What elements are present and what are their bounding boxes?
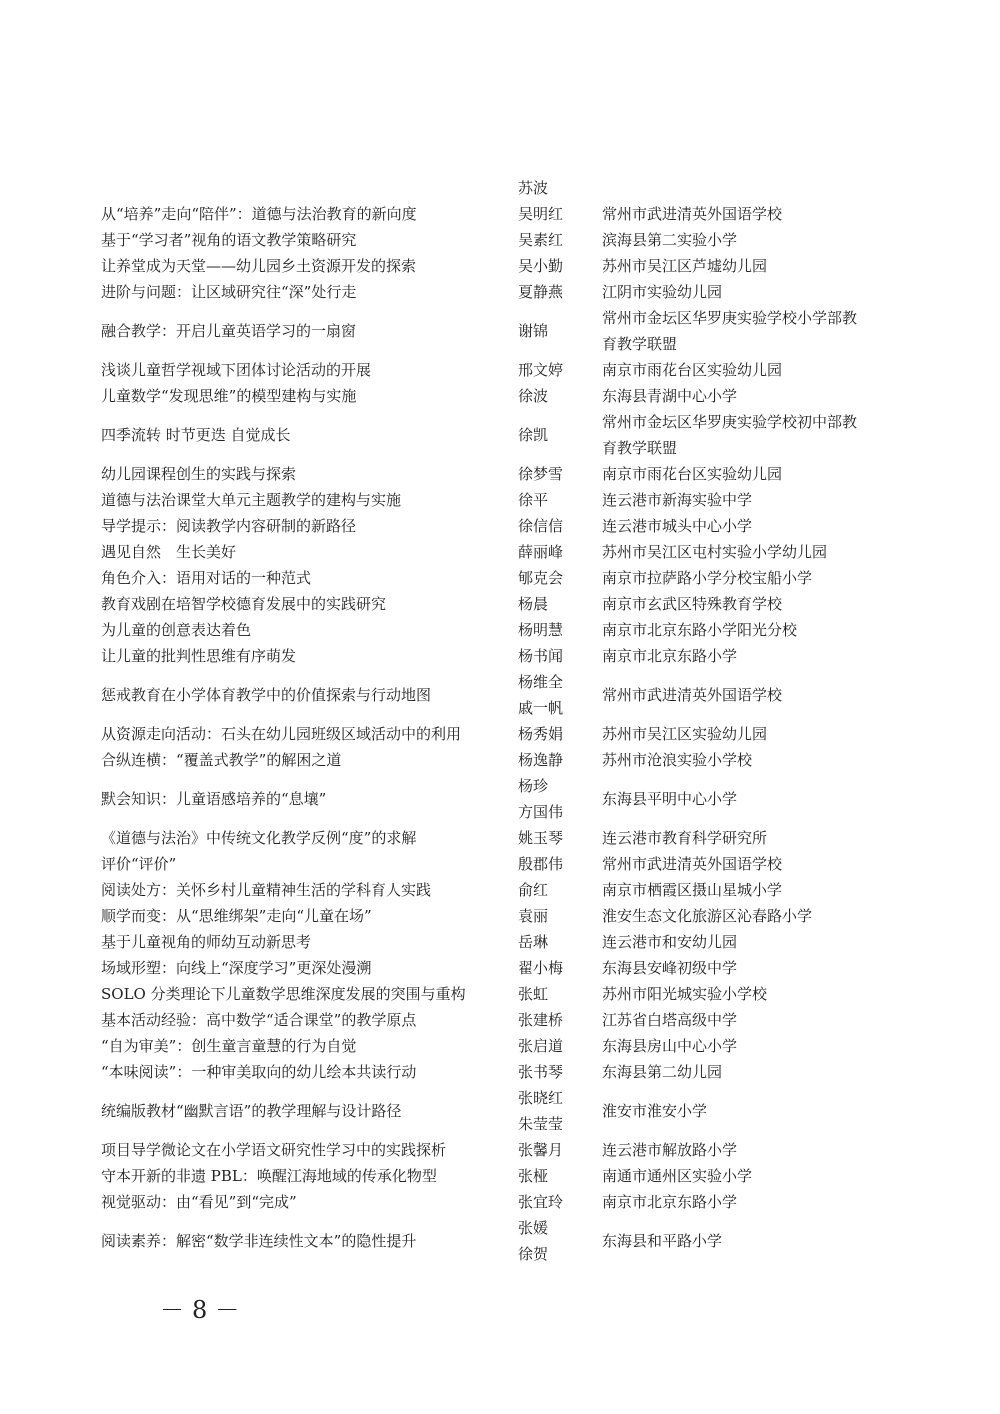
paper-title-cell (101, 565, 501, 591)
school-name: 东海县和平路小学 (602, 1232, 723, 1250)
school-name: 东海县第二幼儿园 (602, 1063, 723, 1081)
school-name-cell (602, 773, 892, 825)
list-row (0, 227, 1000, 253)
school-name: 南京市拉萨路小学分校宝船小学 (602, 569, 813, 587)
list-row (0, 981, 1000, 1007)
paper-title: 阅读素养：解密“数学非连续性文本”的隐性提升 (101, 1232, 417, 1250)
paper-title-cell (101, 1085, 501, 1137)
school-name-cell (602, 201, 892, 227)
school-name: 苏州市吴江区实验幼儿园 (602, 725, 768, 743)
paper-title-cell (101, 201, 501, 227)
author-name: 张启道 (518, 1037, 564, 1055)
author-name: 徐梦雪 (518, 465, 564, 483)
school-name: 南通市通州区实验小学 (602, 1167, 753, 1185)
school-name: 江阴市实验幼儿园 (602, 283, 723, 301)
school-name-cell (602, 1215, 892, 1267)
paper-title: 浅谈儿童哲学视域下团体讨论活动的开展 (101, 361, 372, 379)
school-name: 育教学联盟 (602, 439, 678, 457)
school-name: 南京市北京东路小学阳光分校 (602, 621, 798, 639)
paper-title-cell (101, 591, 501, 617)
school-name-cell (602, 279, 892, 305)
author-name-cell (518, 357, 588, 383)
author-name-cell (518, 617, 588, 643)
author-name-cell (518, 591, 588, 617)
list-row (0, 591, 1000, 617)
paper-title-cell (101, 1059, 501, 1085)
school-name-cell (602, 565, 892, 591)
author-name: 夏静燕 (518, 283, 564, 301)
paper-title-cell (101, 903, 501, 929)
author-name-cell (518, 1215, 588, 1267)
paper-title: 教育戏剧在培智学校德育发展中的实践研究 (101, 595, 387, 613)
author-name: 徐信信 (518, 517, 564, 535)
list-row (0, 201, 1000, 227)
paper-title-cell (101, 409, 501, 461)
paper-title: 幼儿园课程创生的实践与探索 (101, 465, 297, 483)
author-name-cell (518, 461, 588, 487)
list-row (0, 279, 1000, 305)
paper-title-cell (101, 721, 501, 747)
author-name: 徐波 (518, 387, 549, 405)
school-name-cell (602, 253, 892, 279)
paper-title-cell (101, 1007, 501, 1033)
list-row (0, 669, 1000, 721)
school-name: 滨海县第二实验小学 (602, 231, 738, 249)
author-name: 徐贺 (518, 1245, 549, 1263)
paper-title: 视觉驱动：由“看见”到“完成” (101, 1193, 297, 1211)
school-name-cell (602, 825, 892, 851)
list-row (0, 1085, 1000, 1137)
author-name-cell (518, 981, 588, 1007)
paper-title-cell (101, 1215, 501, 1267)
author-name: 徐凯 (518, 426, 549, 444)
school-name-cell (602, 1163, 892, 1189)
paper-title: 基本活动经验：高中数学“适合课堂”的教学原点 (101, 1011, 417, 1029)
author-name-cell (518, 747, 588, 773)
author-name: 杨秀娟 (518, 725, 564, 743)
school-name-cell (602, 1189, 892, 1215)
school-name-cell (602, 1033, 892, 1059)
paper-title-cell (101, 851, 501, 877)
school-name-cell (602, 877, 892, 903)
school-name: 东海县平明中心小学 (602, 790, 738, 808)
school-name-cell (602, 669, 892, 721)
paper-title: SOLO 分类理论下儿童数学思维深度发展的突围与重构 (101, 985, 466, 1003)
paper-title-cell (101, 383, 501, 409)
author-name: 张建桥 (518, 1011, 564, 1029)
school-name: 东海县房山中心小学 (602, 1037, 738, 1055)
paper-title: 让养堂成为天堂——幼儿园乡土资源开发的探索 (101, 257, 417, 275)
paper-title: 为儿童的创意表达着色 (101, 621, 252, 639)
author-name: 杨逸静 (518, 751, 564, 769)
school-name: 连云港市解放路小学 (602, 1141, 738, 1159)
school-name-cell (602, 227, 892, 253)
author-name-cell (518, 487, 588, 513)
school-name-cell (602, 1137, 892, 1163)
author-name: 张书琴 (518, 1063, 564, 1081)
author-name: 徐平 (518, 491, 549, 509)
list-row (0, 643, 1000, 669)
paper-title: “本味阅读”：一种审美取向的幼儿绘本共读行动 (101, 1063, 417, 1081)
school-name: 常州市金坛区华罗庚实验学校初中部教 (602, 413, 858, 431)
paper-title: 让儿童的批判性思维有序萌发 (101, 647, 297, 665)
author-name-cell (518, 383, 588, 409)
author-name-cell (518, 565, 588, 591)
author-name-cell (518, 1085, 588, 1137)
author-name: 张媛 (518, 1219, 549, 1237)
author-name-cell (518, 539, 588, 565)
school-name-cell (602, 851, 892, 877)
author-name-cell (518, 201, 588, 227)
author-name-cell (518, 1007, 588, 1033)
paper-title: 项目导学微论文在小学语文研究性学习中的实践探析 (101, 1141, 447, 1159)
school-name: 常州市金坛区华罗庚实验学校小学部教 (602, 309, 858, 327)
school-name-cell (602, 1085, 892, 1137)
school-name: 南京市栖霞区摄山星城小学 (602, 881, 783, 899)
author-name: 邢文婷 (518, 361, 564, 379)
school-name: 苏州市阳光城实验小学校 (602, 985, 768, 1003)
school-name: 连云港市教育科学研究所 (602, 829, 768, 847)
paper-title: 进阶与问题：让区域研究往“深”处行走 (101, 283, 357, 301)
author-name-cell (518, 773, 588, 825)
paper-title-cell (101, 1137, 501, 1163)
list-row (0, 175, 1000, 201)
school-name: 苏州市沧浪实验小学校 (602, 751, 753, 769)
author-name: 姚玉琴 (518, 829, 564, 847)
author-name-cell (518, 643, 588, 669)
school-name: 南京市雨花台区实验幼儿园 (602, 465, 783, 483)
author-name: 张馨月 (518, 1141, 564, 1159)
school-name: 连云港市城头中心小学 (602, 517, 753, 535)
paper-title: 道德与法治课堂大单元主题教学的建构与实施 (101, 491, 402, 509)
paper-title: 儿童数学“发现思维”的模型建构与实施 (101, 387, 357, 405)
paper-title-cell (101, 227, 501, 253)
list-row (0, 383, 1000, 409)
author-name-cell (518, 929, 588, 955)
school-name-cell (602, 981, 892, 1007)
school-name: 苏州市吴江区芦墟幼儿园 (602, 257, 768, 275)
author-name: 方国伟 (518, 803, 564, 821)
paper-title: 融合教学：开启儿童英语学习的一扇窗 (101, 322, 357, 340)
paper-title: 阅读处方：关怀乡村儿童精神生活的学科育人实践 (101, 881, 432, 899)
paper-title-cell (101, 773, 501, 825)
list-row (0, 955, 1000, 981)
school-name: 东海县安峰初级中学 (602, 959, 738, 977)
list-row (0, 1033, 1000, 1059)
school-name-cell (602, 175, 892, 201)
paper-title: 统编版教材“幽默言语”的教学理解与设计路径 (101, 1102, 402, 1120)
author-name: 郇克会 (518, 569, 564, 587)
list-row (0, 305, 1000, 357)
paper-title: 导学提示：阅读教学内容研制的新路径 (101, 517, 357, 535)
school-name-cell (602, 617, 892, 643)
list-row (0, 513, 1000, 539)
author-name: 张桠 (518, 1167, 549, 1185)
author-name: 朱莹莹 (518, 1115, 564, 1133)
school-name-cell (602, 409, 892, 461)
author-name: 戚一帆 (518, 699, 564, 717)
list-row (0, 1059, 1000, 1085)
paper-title: 四季流转 时节更迭 自觉成长 (101, 426, 291, 444)
paper-title-cell (101, 357, 501, 383)
paper-title-cell (101, 1189, 501, 1215)
paper-title: 《道德与法治》中传统文化教学反例“度”的求解 (101, 829, 417, 847)
paper-title-cell (101, 1033, 501, 1059)
author-name-cell (518, 253, 588, 279)
paper-title-cell (101, 1163, 501, 1189)
author-name-cell (518, 409, 588, 461)
school-name-cell (602, 357, 892, 383)
school-name: 南京市北京东路小学 (602, 647, 738, 665)
author-name: 俞红 (518, 881, 549, 899)
author-name-cell (518, 1163, 588, 1189)
school-name: 淮安生态文化旅游区沁春路小学 (602, 907, 813, 925)
paper-title: 默会知识：儿童语感培养的“息壤” (101, 790, 327, 808)
school-name: 常州市武进清英外国语学校 (602, 855, 783, 873)
school-name-cell (602, 513, 892, 539)
school-name: 育教学联盟 (602, 335, 678, 353)
paper-title: 顺学而变：从“思维绑架”走向“儿童在场” (101, 907, 372, 925)
list-row (0, 721, 1000, 747)
paper-title-cell (101, 929, 501, 955)
author-name: 杨珍 (518, 777, 549, 795)
list-row (0, 773, 1000, 825)
paper-title-cell (101, 643, 501, 669)
school-name-cell (602, 1007, 892, 1033)
list-row (0, 1137, 1000, 1163)
school-name: 江苏省白塔高级中学 (602, 1011, 738, 1029)
author-name-cell (518, 513, 588, 539)
school-name: 淮安市淮安小学 (602, 1102, 708, 1120)
list-row (0, 487, 1000, 513)
school-name-cell (602, 929, 892, 955)
list-row (0, 1163, 1000, 1189)
author-name: 谢锦 (518, 322, 549, 340)
paper-title: 基于“学习者”视角的语文教学策略研究 (101, 231, 357, 249)
list-row (0, 851, 1000, 877)
school-name-cell (602, 487, 892, 513)
author-name: 翟小梅 (518, 959, 564, 977)
school-name-cell (602, 643, 892, 669)
school-name-cell (602, 591, 892, 617)
list-row (0, 617, 1000, 643)
school-name-cell (602, 747, 892, 773)
author-name-cell (518, 279, 588, 305)
author-name-cell (518, 1033, 588, 1059)
paper-title: 合纵连横：“覆盖式教学”的解困之道 (101, 751, 342, 769)
author-name: 杨维全 (518, 673, 564, 691)
author-name-cell (518, 305, 588, 357)
author-name-cell (518, 175, 588, 201)
author-name-cell (518, 955, 588, 981)
school-name: 南京市雨花台区实验幼儿园 (602, 361, 783, 379)
school-name-cell (602, 383, 892, 409)
author-name: 吴明红 (518, 205, 564, 223)
author-name: 张晓红 (518, 1089, 564, 1107)
paper-title-cell (101, 175, 501, 201)
paper-title-cell (101, 617, 501, 643)
author-name: 杨晨 (518, 595, 549, 613)
author-name-cell (518, 825, 588, 851)
list-row (0, 461, 1000, 487)
paper-title: 从“培养”走向“陪伴”：道德与法治教育的新向度 (101, 205, 417, 223)
list-row (0, 539, 1000, 565)
author-name-cell (518, 1189, 588, 1215)
author-name-cell (518, 227, 588, 253)
paper-title: 惩戒教育在小学体育教学中的价值探索与行动地图 (101, 686, 432, 704)
list-row (0, 1189, 1000, 1215)
author-name: 杨明慧 (518, 621, 564, 639)
author-name-cell (518, 669, 588, 721)
paper-title-cell (101, 279, 501, 305)
author-name: 杨书闻 (518, 647, 564, 665)
school-name-cell (602, 721, 892, 747)
school-name: 南京市北京东路小学 (602, 1193, 738, 1211)
author-name: 张虹 (518, 985, 549, 1003)
list-row (0, 903, 1000, 929)
list-row (0, 877, 1000, 903)
author-name: 殷郡伟 (518, 855, 564, 873)
paper-title-cell (101, 305, 501, 357)
paper-title-cell (101, 253, 501, 279)
paper-title-cell (101, 955, 501, 981)
school-name: 东海县青湖中心小学 (602, 387, 738, 405)
list-row (0, 1215, 1000, 1267)
paper-title-cell (101, 487, 501, 513)
author-name: 吴素红 (518, 231, 564, 249)
paper-title: 遇见自然 生长美好 (101, 543, 237, 561)
list-row (0, 1007, 1000, 1033)
list-row (0, 253, 1000, 279)
author-name-cell (518, 903, 588, 929)
paper-title-cell (101, 513, 501, 539)
list-row (0, 929, 1000, 955)
paper-title: 从资源走向活动：石头在幼儿园班级区域活动中的利用 (101, 725, 462, 743)
author-name: 薛丽峰 (518, 543, 564, 561)
paper-title: “自为审美”：创生童言童慧的行为自觉 (101, 1037, 357, 1055)
school-name-cell (602, 539, 892, 565)
school-name: 连云港市新海实验中学 (602, 491, 753, 509)
school-name: 连云港市和安幼儿园 (602, 933, 738, 951)
paper-title-cell (101, 981, 501, 1007)
paper-title: 场域形塑：向线上“深度学习”更深处漫溯 (101, 959, 372, 977)
list-row (0, 357, 1000, 383)
school-name-cell (602, 1059, 892, 1085)
paper-title-cell (101, 461, 501, 487)
paper-title: 基于儿童视角的师幼互动新思考 (101, 933, 312, 951)
author-name-cell (518, 851, 588, 877)
school-name: 常州市武进清英外国语学校 (602, 205, 783, 223)
author-name-cell (518, 877, 588, 903)
list-row (0, 825, 1000, 851)
paper-title-cell (101, 877, 501, 903)
school-name-cell (602, 461, 892, 487)
author-name: 岳琳 (518, 933, 549, 951)
author-name: 张宜玲 (518, 1193, 564, 1211)
paper-title-cell (101, 539, 501, 565)
school-name: 南京市玄武区特殊教育学校 (602, 595, 783, 613)
school-name: 苏州市吴江区屯村实验小学幼儿园 (602, 543, 828, 561)
paper-title-cell (101, 825, 501, 851)
paper-title-cell (101, 747, 501, 773)
school-name-cell (602, 903, 892, 929)
school-name: 常州市武进清英外国语学校 (602, 686, 783, 704)
paper-title: 角色介入：语用对话的一种范式 (101, 569, 312, 587)
author-name: 吴小勤 (518, 257, 564, 275)
author-name-cell (518, 721, 588, 747)
paper-title-cell (101, 669, 501, 721)
author-name-cell (518, 1059, 588, 1085)
list-row (0, 409, 1000, 461)
page-number: －8－ (160, 1296, 248, 1324)
school-name-cell (602, 305, 892, 357)
author-name: 袁丽 (518, 907, 549, 925)
list-row (0, 565, 1000, 591)
author-name-cell (518, 1137, 588, 1163)
paper-title: 评价“评价” (101, 855, 177, 873)
school-name-cell (602, 955, 892, 981)
list-row (0, 747, 1000, 773)
paper-title: 守本开新的非遗 PBL：唤醒江海地域的传承化物型 (101, 1167, 437, 1185)
author-name: 苏波 (518, 179, 549, 197)
